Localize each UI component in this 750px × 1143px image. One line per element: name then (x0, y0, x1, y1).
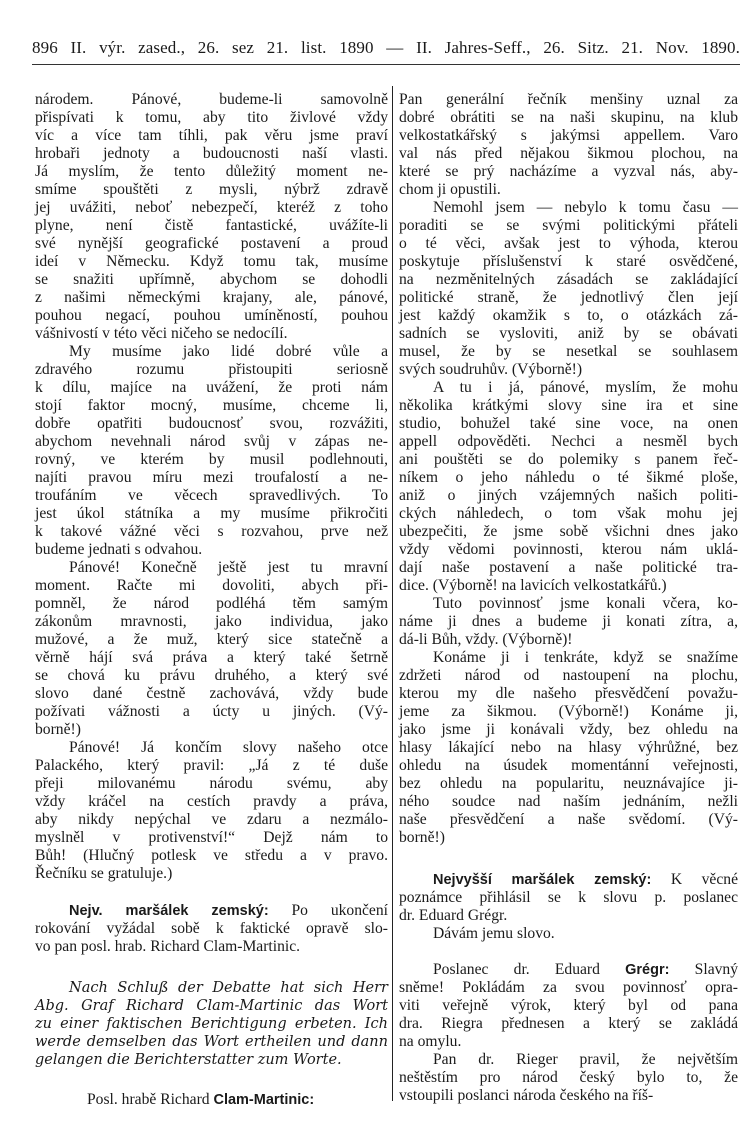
text-line: vždy kráčel na cestích pravdy a práva, (35, 793, 388, 810)
text-line: aniž o jiných vzájemných našich politi- (399, 487, 738, 504)
text-line: moment. Račte mi dovoliti, abych při- (35, 577, 388, 594)
speaker-name: Nejv. maršálek zemský: (69, 903, 269, 919)
text-line: politické straně, že jednotlivý člen její (399, 289, 738, 306)
text-line: na nezměnitelných zásadách se zakládající (399, 271, 738, 288)
text-line: mužové, a že muž, který sice statečně a (35, 631, 388, 648)
text-line: sadních se vysloviti, aniž by se obávati (399, 325, 738, 342)
text-line: na omylu. (399, 1033, 462, 1050)
paragraph (399, 925, 738, 943)
text-line: abychom nevehnali národ svůj v zápas ne- (35, 433, 388, 450)
text-line: ckých náhledech, o tom však mohu jej (399, 505, 738, 522)
text-line: stojí faktor mocný, musíme, chceme li, (35, 397, 388, 414)
text-line: věrně hájí svá práva a který také šetrně (35, 649, 388, 666)
text-line: Tuto povinnosť jsme konali včera, ko- (433, 595, 738, 612)
text-line: poraditi se se svými politickými přáteli (399, 217, 738, 234)
text-line: Pan generální řečník menšiny uznal za (399, 91, 738, 108)
text-line: ného soudce nad naším jednáním, nežli (399, 793, 738, 810)
text-line: náme ji dnes a budeme ji konati zítra, a, (399, 613, 738, 630)
text-line: ubezpečiti, že jsme sobě všichni dnes jako (399, 523, 738, 540)
text-line: rokování vyžádal sobě k faktické opravě slo- (35, 920, 388, 937)
speaker-heading (35, 1091, 388, 1109)
text-line: velkostatkářský s jakýmsi appellem. Varo (399, 127, 738, 144)
text-line: Nach Schluß der Debatte hat sich Herr (69, 980, 388, 996)
text-line: vo pan posl. hrab. Richard Clam-Martinic. (35, 938, 301, 955)
text-line: zdržeti národ od nastoupení na plochu, (399, 667, 738, 684)
text-line: ideí v Německu. Když tomu tak, musíme (35, 253, 388, 270)
text-segment: Posl. hrabě Richard (87, 1091, 214, 1108)
text-line: jej uvážiti, neboť nebezpečí, kteréž z toho (35, 199, 388, 216)
text-segment: Poslanec dr. Eduard (433, 961, 626, 978)
text-line: Pánové! Konečně ještě jest tu mravní (69, 559, 388, 576)
text-line: pouhou negací, pouhou umíněností, pouhou (35, 307, 388, 324)
text-line: werde demselben das Wort ertheilen und dann (35, 1034, 388, 1050)
text-line: myslněl v protivenství!“ Dejž nám to (35, 829, 388, 846)
text-line: své nynější geografické postavení a proud (35, 235, 388, 252)
text-line: bez ohledu na popularitu, neuznávajíce ji- (399, 775, 738, 792)
text-line (35, 1091, 388, 1109)
text-line: požívati vážnosti a úcty u jiných. (Vý- (35, 703, 388, 720)
text-line (399, 961, 738, 979)
text-line: musel, že by se nesetkal se souhlasem (399, 343, 738, 360)
text-line: vždy vědomi povinnosti, kterou nám uklá- (399, 541, 738, 558)
text-line: vstoupili poslanci národa českého na říš- (399, 1087, 654, 1104)
text-line: jako jsme ji konávali vždy, bez ohledu na (399, 721, 738, 738)
text-line: Palackého, který pravil: „Já z té duše (35, 757, 388, 774)
text-line: které se prý nacházíme a vyzval nás, aby- (399, 163, 738, 180)
text-line: z našimi německými krajany, ale, pánové, (35, 289, 388, 306)
paragraph (35, 559, 388, 739)
text-line: plyne, není čistě fantastické, uvážíte-li (35, 217, 388, 234)
text-line: hlasy lákající nebo na hlasy výhrůžné, bez (399, 739, 738, 756)
text-line: Já myslím, že tento důležitý moment ne- (35, 163, 388, 180)
paragraph (399, 595, 738, 649)
text-line: národem. Pánové, budeme-li samovolně (35, 91, 388, 108)
text-line: Abg. Graf Richard Clam-Martinic das Wort (35, 998, 388, 1014)
text-line: sněme! Pokládám za svou povinnosť opra- (399, 979, 738, 996)
text-line: se chová ku právu druhého, a který své (35, 667, 388, 684)
text-line: troufáním ve věcech spravedlivých. To (35, 487, 388, 504)
text-line: rovný, ve kterém by musil podlehnouti, (35, 451, 388, 468)
text-line: naše přesvědčení a naše svědomí. (Vý- (399, 811, 738, 828)
text-line: vášnivostí v této věci ničeho se nedocílí. (35, 325, 288, 342)
text-line: se snažiti upřímně, abychom se dohodli (35, 271, 388, 288)
text-line: Pan dr. Rieger pravil, že největším (433, 1051, 738, 1068)
text-line: A tu i já, pánové, myslím, že mohu (433, 379, 738, 396)
text-line: dr. Eduard Grégr. (399, 907, 508, 924)
text-line: dra. Riegra přednesen a který se zakládá (399, 1015, 738, 1032)
text-line: val nás před nějakou šikmou plochou, na (399, 145, 738, 162)
text-line: k dílu, majíce na uvážení, že proti nám (35, 379, 388, 396)
paragraph (35, 739, 388, 883)
text-line: Bůh! (Hlučný potlesk ve středu a v pravo. (35, 847, 388, 864)
text-line: poznámce přihlásil se k slovu p. poslanec (399, 889, 738, 906)
paragraph (399, 1051, 738, 1105)
text-line: o té věci, avšak jest to výhoda, kterou (399, 235, 738, 252)
text-segment: Po ukončení (268, 902, 388, 919)
speaker-name: Grégr: (625, 962, 670, 978)
text-line: níkem o jeho náhledu o té šikmé ploše, (399, 469, 738, 486)
running-header: 896 II. výr. zased., 26. sez 21. list. 1890 — II. Jahres-Seff., 26. Sitz. 21. Nov. 1890. (32, 38, 740, 57)
text-line: zu einer faktischen Berichtigung erbeten. Ich (35, 1016, 388, 1032)
text-line: zdravého rozumu přistoupiti seriosně (35, 361, 388, 378)
text-line: dice. (Výborně! na lavicích velkostatkářů.) (399, 577, 667, 594)
text-line: Konáme ji i tenkráte, když se snažíme (433, 649, 738, 666)
text-line: neštěstím pro národ český bylo to, že (399, 1069, 738, 1086)
text-line: přeji milovanému národu svému, aby (35, 775, 388, 792)
paragraph (399, 379, 738, 595)
text-line: Řečníku se gratuluje.) (35, 865, 173, 882)
paragraph (399, 91, 738, 199)
text-line: dobře opatřiti budoucnosť svou, rozvážiti, (35, 415, 388, 432)
text-segment: Slavný (669, 961, 739, 978)
paragraph (399, 649, 738, 847)
paragraph (35, 91, 388, 343)
text-line: ani pouštěti se do polemiky s panem řeč- (399, 451, 738, 468)
text-segment: K věcné (651, 871, 738, 888)
text-line: víc a více tam tíhli, pak věru jsme praví (35, 127, 388, 144)
text-line: Nemohl jsem — nebylo k tomu času — (433, 199, 738, 216)
text-line: pomněl, že národ podléhá těm samým (35, 595, 388, 612)
text-line: přispívati k tomu, aby tito živlové vždy (35, 109, 388, 126)
text-line: viti veřejně výrok, který byl od pana (399, 997, 738, 1014)
text-line: smíme spouštěti z mysli, nýbrž zdravě (35, 181, 388, 198)
text-line: gelangen die Berichterstatter zum Worte. (35, 1052, 342, 1068)
text-line: k takové vážné věci s rozvahou, prve než (35, 523, 388, 540)
speaker-paragraph (35, 902, 388, 956)
text-line: poskytuje příslušenství k staré osvědčené, (399, 253, 738, 270)
speaker-name: Nejvyšší maršálek zemský: (433, 872, 652, 888)
text-line: najíti pravou míru mezi troufalostí a ne- (35, 469, 388, 486)
text-line: ohledu na úsudek momentánní veřejnosti, (399, 757, 738, 774)
text-line: Pánové! Já končím slovy našeho otce (69, 739, 388, 756)
text-line: kterou my dle našeho přesvědčení považu- (399, 685, 738, 702)
header-rule (32, 64, 740, 65)
text-line: svých soudruhův. (Výborně!) (399, 361, 583, 378)
text-line: jest úkol státníka a my musíme přikročiti (35, 505, 388, 522)
speaker-paragraph (399, 871, 738, 925)
text-line: dá-li Bůh, vždy. (Výborně)! (399, 631, 573, 648)
text-line: jeme za šikmou. (Výborně!) Konáme ji, (399, 703, 738, 720)
text-line: jest každý okamžik s to, o otázkách zá- (399, 307, 738, 324)
text-line: borně!) (399, 829, 445, 846)
text-line (35, 902, 388, 920)
speaker-paragraph (399, 961, 738, 1051)
text-line: budeme jednati s odvahou. (35, 541, 203, 558)
german-paragraph (35, 979, 388, 1069)
text-line: studio, bohužel také sine voce, na onen (399, 415, 738, 432)
text-line: appell odpověděti. Nechci a nesměl bych (399, 433, 738, 450)
text-line: slovo dané čestně zachovává, vždy bude (35, 685, 388, 702)
text-line: aby nikdy nepýchal ve zdaru a nezmálo- (35, 811, 388, 828)
paragraph (399, 199, 738, 379)
text-line: chom ji opustili. (399, 181, 501, 198)
text-line: dobré obrátiti se na naši skupinu, na klub (399, 109, 738, 126)
column-divider (392, 86, 393, 1101)
text-line: hrobaři jednoty a budoucnosti naší vlasti. (35, 145, 388, 162)
text-line: dají naše postavení a naše politické tra- (399, 559, 738, 576)
text-line: borně!) (35, 721, 81, 738)
text-line: Dávám jemu slovo. (433, 925, 555, 942)
paragraph (35, 343, 388, 559)
text-line: zákonům mravnosti, jako individua, jako (35, 613, 388, 630)
text-line (399, 871, 738, 889)
text-line: několika krátkými slovy sine ira et sine (399, 397, 738, 414)
text-line: My musíme jako lidé dobré vůle a (69, 343, 388, 360)
speaker-name: Clam-Martinic: (213, 1092, 315, 1108)
